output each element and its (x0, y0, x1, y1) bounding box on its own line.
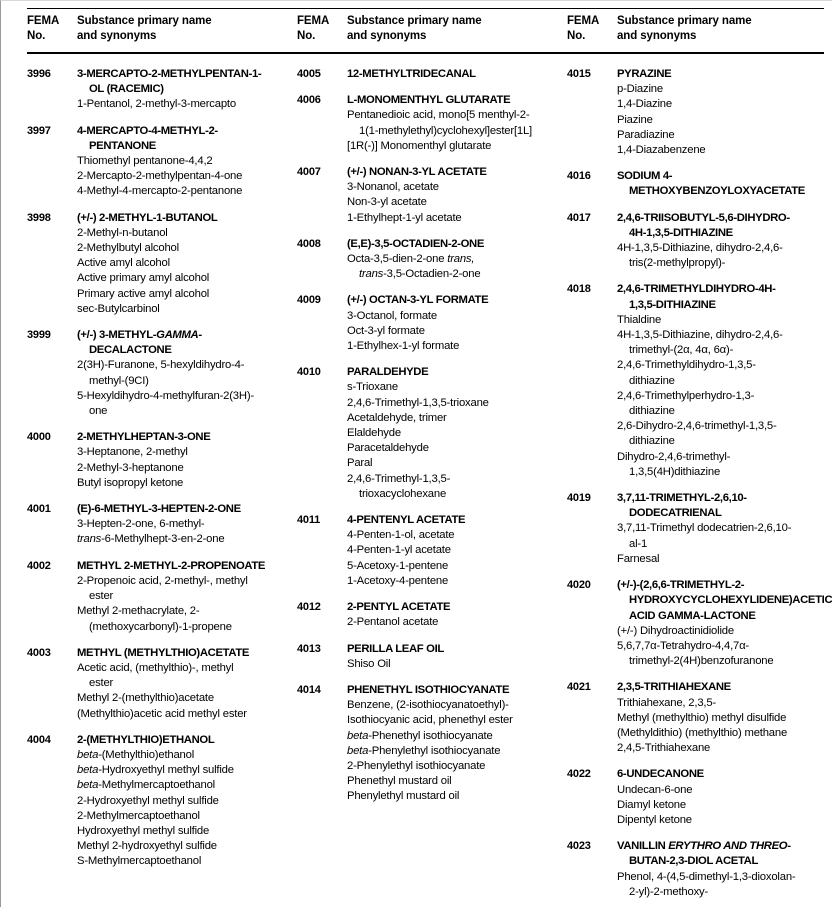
synonym: Paral (347, 457, 373, 470)
primary-name: (+/-) NONAN-3-YL ACETATE (347, 166, 487, 179)
primary-name: (E,E)-3,5-OCTADIEN-2-ONE (347, 237, 485, 250)
entry-body (347, 365, 541, 502)
entry-body (77, 67, 271, 113)
fema-number: 4016 (567, 170, 591, 183)
substance-entry[interactable] (27, 430, 271, 491)
synonym: s-Trioxane (347, 381, 398, 394)
synonym: 2,4,5-Trithiahexane (617, 742, 711, 755)
primary-name: (+/-) 3-METHYL-GAMMA- DECALACTONE (77, 329, 202, 357)
synonym: 1-Ethylhept-1-yl acetate (347, 211, 462, 224)
substance-entry[interactable] (297, 642, 541, 672)
primary-name: 2,4,6-TRIMETHYLDIHYDRO-4H- 1,3,5-DITHIAZINE (617, 283, 776, 311)
synonym: 1-Pentanol, 2-methyl-3-mercapto (77, 98, 236, 111)
header-fema-no: FEMA No. (27, 15, 60, 42)
substance-entry[interactable] (567, 67, 832, 158)
substance-entry[interactable] (567, 169, 832, 199)
synonym: Isothiocyanic acid, phenethyl ester (347, 714, 513, 727)
synonym: 2-Methylbutyl alcohol (77, 242, 179, 255)
synonym: 2-Propenoic acid, 2-methyl-, methyl ester (77, 574, 248, 603)
synonym: S-Methylmercaptoethanol (77, 855, 202, 868)
entry-body (347, 93, 541, 154)
synonym: Non-3-yl acetate (347, 196, 427, 209)
synonym: 3-Nonanol, acetate (347, 181, 439, 194)
fema-number: 3998 (27, 211, 51, 224)
primary-name: (+/-) 2-METHYL-1-BUTANOL (77, 211, 218, 224)
primary-name: PERILLA LEAF OIL (347, 642, 444, 655)
entry-body (617, 767, 832, 828)
entry-body (77, 124, 271, 200)
synonym: Trithiahexane, 2,3,5- (617, 696, 716, 709)
entry-body (347, 293, 541, 354)
synonym: 2,6-Dihydro-2,4,6-trimethyl-1,3,5- dithiazine (617, 420, 777, 448)
entry-body (347, 165, 541, 226)
fema-number: 4003 (27, 646, 51, 659)
synonym: Methyl 2-hydroxyethyl sulfide (77, 840, 217, 853)
column-header (27, 1, 271, 52)
entry-body (617, 578, 832, 669)
entry-body (347, 513, 541, 589)
column-container (1, 1, 832, 907)
synonym: trans-6-Methylhept-3-en-2-one (77, 533, 225, 546)
substance-entry[interactable] (297, 683, 541, 805)
fema-number: 4022 (567, 768, 591, 781)
synonym: Dipentyl ketone (617, 813, 692, 826)
substance-entry[interactable] (27, 67, 271, 113)
synonym: Primary active amyl alcohol (77, 287, 210, 300)
substance-entry[interactable] (27, 328, 271, 419)
substance-entry[interactable] (297, 513, 541, 589)
synonym: 2,4,6-Trimethyl-1,3,5-trioxane (347, 396, 489, 409)
synonym: 3-Heptanone, 2-methyl (77, 446, 188, 459)
synonym: 2,4,6-Trimethyldihydro-1,3,5- dithiazine (617, 359, 756, 387)
fema-number: 4010 (297, 366, 321, 379)
fema-number: 4014 (297, 683, 321, 696)
entry-body (347, 237, 541, 283)
synonym: 5-Hexyldihydro-4-methylfuran-2(3H)- one (77, 389, 254, 418)
fema-number: 4009 (297, 294, 321, 307)
fema-number: 4012 (297, 601, 321, 614)
synonym: Active primary amyl alcohol (77, 272, 210, 285)
synonym: Thiomethyl pentanone-4,4,2 (77, 155, 213, 168)
synonym: (+/-) Dihydroactinidiolide (617, 624, 734, 637)
fema-number: 3996 (27, 68, 51, 80)
primary-name: 3,7,11-TRIMETHYL-2,6,10- DODECATRIENAL (617, 492, 747, 520)
substance-entry[interactable] (297, 93, 541, 154)
table-column-2 (271, 1, 541, 907)
entry-body (77, 211, 271, 317)
synonym: Methyl 2-methacrylate, 2- (methoxycarbonyl)-1-propene (77, 605, 232, 633)
substance-entry[interactable] (567, 491, 832, 567)
fema-number: 4021 (567, 681, 591, 694)
table-column-3 (541, 1, 832, 907)
synonym: 5,6,7,7α-Tetrahydro-4,4,7α- trimethyl-2(4H)benzofuranone (617, 639, 774, 668)
synonym: Piazine (617, 113, 653, 126)
header-substance-name: Substance primary name and synonyms (617, 15, 752, 42)
synonym: 2-Methyl-3-heptanone (77, 461, 184, 474)
synonym: 3,7,11-Trimethyl dodecatrien-2,6,10- al-1 (617, 522, 792, 550)
synonym: 2(3H)-Furanone, 5-hexyldihydro-4- methyl-(9CI) (77, 359, 245, 387)
fema-number: 4019 (567, 492, 591, 505)
primary-name: 6-UNDECANONE (617, 768, 704, 781)
synonym: 2-Pentanol acetate (347, 616, 439, 629)
entry-body (617, 211, 832, 272)
synonym: 2,4,6-Trimethyl-1,3,5- trioxacyclohexane (347, 472, 451, 500)
fema-number: 4005 (297, 68, 321, 80)
substance-entry[interactable] (27, 211, 271, 317)
entry-body (77, 328, 271, 419)
primary-name: METHYL 2-METHYL-2-PROPENOATE (77, 559, 266, 572)
substance-entry[interactable] (27, 502, 271, 548)
synonym: Phenol, 4-(4,5-dimethyl-1,3-dioxolan- 2-yl)-2-methoxy- (617, 870, 796, 898)
synonym: 2,4,6-Trimethylperhydro-1,3- dithiazine (617, 389, 755, 418)
fema-number: 4015 (567, 68, 591, 80)
synonym: Active amyl alcohol (77, 257, 170, 270)
entry-body (77, 646, 271, 722)
synonym: Methyl 2-(methylthio)acetate (77, 692, 214, 705)
entry-list (567, 52, 832, 900)
substance-entry[interactable] (27, 733, 271, 870)
synonym: [1R(-)] Monomenthyl glutarate (347, 139, 492, 152)
synonym: Benzene, (2-isothiocyanatoethyl)- (347, 699, 509, 712)
column-header (567, 1, 832, 52)
entry-body (77, 559, 271, 635)
fema-number: 4020 (567, 579, 591, 592)
substance-entry[interactable] (27, 124, 271, 200)
synonym: sec-Butylcarbinol (77, 302, 160, 315)
fema-number: 4001 (27, 503, 51, 516)
synonym: Dihydro-2,4,6-trimethyl- 1,3,5(4H)dithiazine (617, 450, 731, 478)
synonym: Elaldehyde (347, 427, 401, 440)
entry-body (617, 169, 832, 199)
substance-entry[interactable] (27, 559, 271, 635)
substance-entry[interactable] (297, 67, 541, 82)
header-fema-no: FEMA No. (567, 15, 600, 42)
primary-name: 2-PENTYL ACETATE (347, 601, 451, 614)
substance-entry[interactable] (297, 600, 541, 630)
entry-list (27, 52, 271, 870)
substance-entry[interactable] (567, 282, 832, 480)
synonym: 5-Acetoxy-1-pentene (347, 559, 449, 572)
synonym: 3-Octanol, formate (347, 309, 437, 322)
primary-name: SODIUM 4- METHOXYBENZOYLOXYACETATE (617, 170, 805, 198)
fema-number: 4008 (297, 237, 321, 250)
synonym: Oct-3-yl formate (347, 324, 425, 337)
primary-name: 4-PENTENYL ACETATE (347, 514, 466, 527)
entry-body (77, 430, 271, 491)
synonym: Acetaldehyde, trimer (347, 411, 447, 424)
substance-entry[interactable] (297, 165, 541, 226)
primary-name: 2-METHYLHEPTAN-3-ONE (77, 431, 211, 444)
synonym: 2-Hydroxyethyl methyl sulfide (77, 794, 219, 807)
synonym: beta-(Methylthio)ethanol (77, 748, 195, 761)
synonym: 2-Phenylethyl isothiocyanate (347, 759, 486, 772)
synonym: (Methyldithio) (methylthio) methane (617, 726, 788, 739)
entry-body (617, 67, 832, 158)
primary-name: 2,3,5-TRITHIAHEXANE (617, 681, 731, 694)
substance-entry[interactable] (567, 211, 832, 272)
synonym: 1-Ethylhex-1-yl formate (347, 340, 460, 353)
primary-name: L-MONOMENTHYL GLUTARATE (347, 94, 511, 107)
primary-name: METHYL (METHYLTHIO)ACETATE (77, 646, 250, 659)
primary-name: (+/-)-(2,6,6-TRIMETHYL-2- HYDROXYCYCLOHEXYLIDENE)ACETIC ACID GAMMA-LACTONE (617, 579, 832, 622)
fema-number: 4006 (297, 94, 321, 107)
fema-number: 4017 (567, 211, 591, 224)
synonym: 2-Methylmercaptoethanol (77, 809, 200, 822)
primary-name: 12-METHYLTRIDECANAL (347, 68, 476, 80)
substance-entry[interactable] (297, 237, 541, 283)
primary-name: (+/-) OCTAN-3-YL FORMATE (347, 294, 489, 307)
synonym: beta-Hydroxyethyl methyl sulfide (77, 764, 234, 777)
synonym: Octa-3,5-dien-2-one trans, trans-3,5-Octadien-2-one (347, 253, 481, 281)
synonym: Butyl isopropyl ketone (77, 476, 184, 489)
substance-entry[interactable] (567, 680, 832, 756)
substance-entry[interactable] (297, 365, 541, 502)
primary-name: PARALDEHYDE (347, 366, 429, 379)
synonym: beta-Methylmercaptoethanol (77, 779, 215, 792)
synonym: Paradiazine (617, 128, 675, 141)
synonym: p-Diazine (617, 83, 663, 96)
synonym: 4H-1,3,5-Dithiazine, dihydro-2,4,6- tris(2-methylpropyl)- (617, 242, 783, 270)
fema-number: 4011 (297, 514, 321, 527)
synonym: beta-Phenethyl isothiocyanate (347, 729, 493, 742)
entry-body (77, 502, 271, 548)
synonym: Undecan-6-one (617, 783, 693, 796)
synonym: Phenethyl mustard oil (347, 775, 452, 788)
entry-body (347, 642, 541, 672)
entry-body (347, 683, 541, 805)
synonym: 1,4-Diazine (617, 98, 672, 111)
synonym: Methyl (methylthio) methyl disulfide (617, 711, 787, 724)
fema-number: 4002 (27, 559, 51, 572)
synonym: Paracetaldehyde (347, 442, 429, 455)
column-header (297, 1, 541, 52)
entry-body (77, 733, 271, 870)
primary-name: PYRAZINE (617, 68, 672, 80)
header-fema-no: FEMA No. (297, 15, 330, 42)
entry-body (617, 839, 832, 900)
synonym: Acetic acid, (methylthio)-, methyl ester (77, 661, 234, 690)
primary-name: 4-MERCAPTO-4-METHYL-2- PENTANONE (77, 124, 218, 152)
primary-name: VANILLIN ERYTHRO AND THREO- BUTAN-2,3-DIOL ACETAL (617, 840, 791, 868)
substance-entry[interactable] (567, 578, 832, 669)
substance-entry[interactable] (567, 767, 832, 828)
primary-name: (E)-6-METHYL-3-HEPTEN-2-ONE (77, 503, 241, 516)
substance-entry[interactable] (567, 839, 832, 900)
fema-number: 4007 (297, 166, 321, 179)
synonym: Thialdine (617, 313, 662, 326)
substance-entry[interactable] (297, 293, 541, 354)
primary-name: PHENETHYL ISOTHIOCYANATE (347, 683, 510, 696)
entry-body (617, 680, 832, 756)
synonym: 4-Penten-1-ol, acetate (347, 529, 455, 542)
primary-name: 2,4,6-TRIISOBUTYL-5,6-DIHYDRO- 4H-1,3,5-DITHIAZINE (617, 211, 790, 239)
entry-body (617, 491, 832, 567)
fema-number: 4004 (27, 733, 51, 746)
entry-body (617, 282, 832, 480)
synonym: 1-Acetoxy-4-pentene (347, 574, 449, 587)
fema-number: 4000 (27, 431, 51, 444)
synonym: 3-Hepten-2-one, 6-methyl- (77, 518, 205, 531)
synonym: 2-Mercapto-2-methylpentan-4-one (77, 170, 243, 183)
synonym: Farnesal (617, 552, 660, 565)
fema-number: 3999 (27, 329, 51, 342)
synonym: 4-Penten-1-yl acetate (347, 544, 451, 557)
synonym: beta-Phenylethyl isothiocyanate (347, 744, 501, 757)
synonym: Diamyl ketone (617, 798, 686, 811)
synonym: (Methylthio)acetic acid methyl ester (77, 707, 247, 720)
primary-name: 3-MERCAPTO-2-METHYLPENTAN-1- OL (RACEMIC) (77, 68, 262, 96)
synonym: Pentanedioic acid, mono[5 menthyl-2- 1(1-methylethyl)cyclohexyl]ester[1L] (347, 109, 532, 137)
entry-body (347, 67, 541, 82)
synonym: Phenylethyl mustard oil (347, 790, 460, 803)
header-substance-name: Substance primary name and synonyms (347, 15, 482, 42)
header-substance-name: Substance primary name and synonyms (77, 15, 212, 42)
fema-number: 4023 (567, 840, 591, 853)
entry-list (297, 52, 541, 805)
substance-entry[interactable] (27, 646, 271, 722)
synonym: 2-Methyl-n-butanol (77, 226, 168, 239)
table-column-1 (1, 1, 271, 907)
primary-name: 2-(METHYLTHIO)ETHANOL (77, 733, 215, 746)
fema-number: 3997 (27, 124, 51, 137)
synonym: Hydroxyethyl methyl sulfide (77, 824, 210, 837)
synonym: 1,4-Diazabenzene (617, 144, 706, 157)
fema-number: 4013 (297, 642, 321, 655)
entry-body (347, 600, 541, 630)
synonym: Shiso Oil (347, 657, 391, 670)
synonym: 4-Methyl-4-mercapto-2-pentanone (77, 185, 243, 198)
synonym: 4H-1,3,5-Dithiazine, dihydro-2,4,6- trimethyl-(2α, 4α, 6α)- (617, 329, 783, 357)
fema-number: 4018 (567, 283, 591, 296)
